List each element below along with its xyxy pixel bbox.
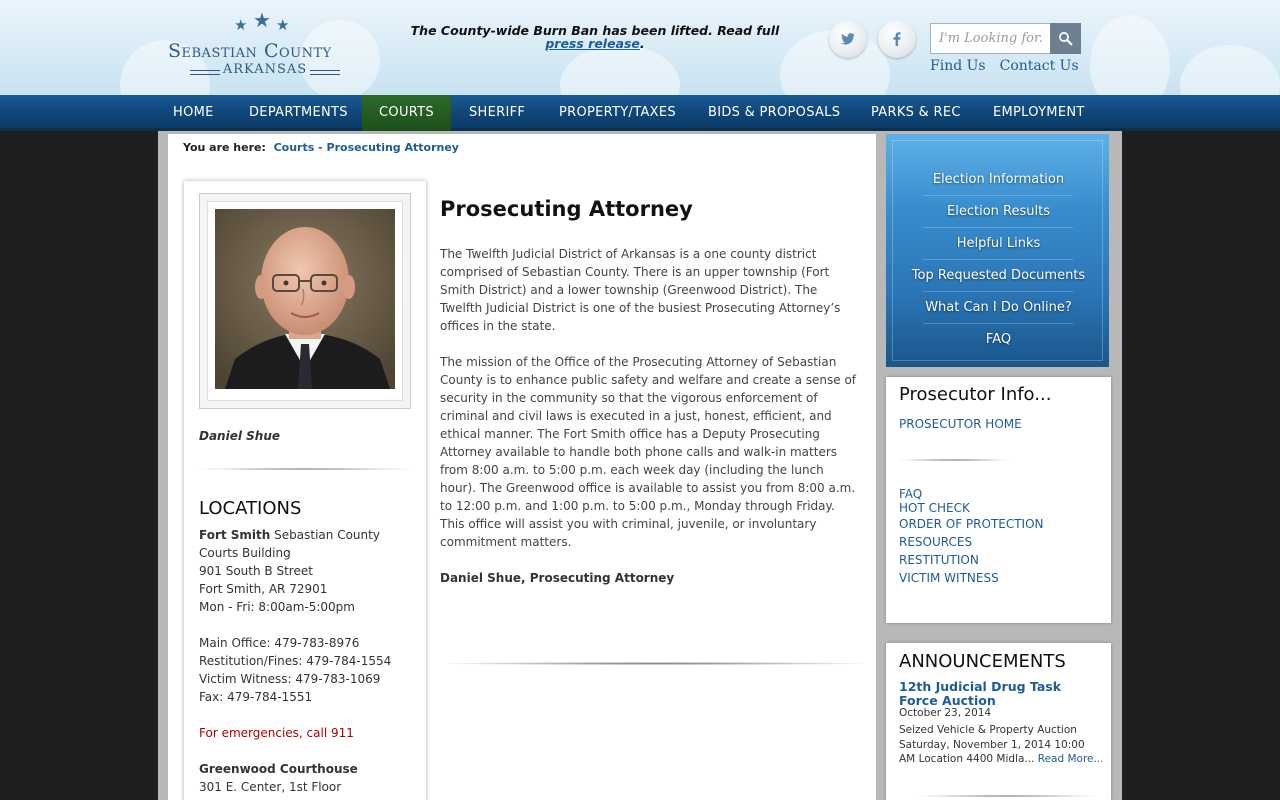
logo-title: Sebastian County (168, 40, 332, 62)
side-link-top-requested-documents[interactable]: Top Requested Documents (911, 268, 1086, 283)
county-logo[interactable] (168, 10, 363, 80)
info-link-restitution[interactable]: RESTITUTION (899, 553, 979, 567)
fort-smith-city: Fort Smith, AR 72901 (199, 582, 328, 596)
facebook-icon[interactable] (878, 20, 916, 58)
burn-ban-alert (390, 24, 800, 50)
announcement-body (899, 723, 1104, 767)
header-tree-decoration (1180, 45, 1280, 95)
nav-departments[interactable]: DEPARTMENTS (249, 105, 348, 120)
info-link-resources[interactable]: RESOURCES (899, 535, 973, 549)
divider (923, 291, 1073, 292)
nav-sheriff[interactable]: SHERIFF (469, 105, 526, 120)
announcement-title[interactable]: 12th Judicial Drug Task Force Auction (899, 679, 1062, 708)
utility-links (930, 58, 1093, 74)
alert-text: The County-wide Burn Ban has been lifted. Read full (410, 23, 780, 38)
divider (899, 459, 1009, 461)
profile-photo (215, 209, 395, 389)
fort-smith-building: Sebastian County Courts Building (199, 528, 380, 560)
greenwood-label: Greenwood Courthouse (199, 762, 358, 776)
side-link-election-information[interactable]: Election Information (932, 172, 1065, 187)
article-paragraph: The Twelfth Judicial District of Arkansas is a one county district comprised of Sebastian County. There is an upper township (Fort Smith District) and a lower township (Greenwood District). The Twelfth Judicial District is one of the busiest Prosecuting Attorney’s offices in the state. (440, 247, 841, 333)
restitution-phone: Restitution/Fines: 479-784-1554 (199, 654, 392, 668)
site-header (0, 0, 1280, 95)
logo-subtitle: ARKANSAS (190, 62, 340, 77)
divider (199, 468, 411, 470)
info-link-victim-witness[interactable]: VICTIM WITNESS (899, 571, 999, 585)
main-office-phone: Main Office: 479-783-8976 (199, 636, 360, 650)
breadcrumb-courts[interactable]: Courts (273, 141, 315, 154)
article-signature: Daniel Shue, Prosecuting Attorney (440, 571, 675, 585)
emergency-notice: For emergencies, call 911 (199, 726, 354, 740)
divider (923, 323, 1073, 324)
main-nav (0, 95, 1280, 131)
read-more-link[interactable]: Read More... (1037, 753, 1104, 765)
side-link-helpful-links[interactable]: Helpful Links (956, 236, 1041, 251)
nav-employment[interactable]: EMPLOYMENT (993, 105, 1085, 120)
info-link-order-of-protection[interactable]: ORDER OF PROTECTION (899, 517, 1044, 531)
twitter-icon[interactable] (829, 20, 867, 58)
nav-parks-rec[interactable]: PARKS & REC (871, 105, 961, 120)
contact-us-link[interactable]: Contact Us (999, 58, 1079, 74)
side-link-election-results[interactable]: Election Results (947, 204, 1050, 219)
info-link-hot-check[interactable]: HOT CHECK (899, 501, 970, 515)
prosecutor-home-link[interactable]: PROSECUTOR HOME (899, 417, 1022, 431)
greenwood-street: 301 E. Center, 1st Floor (199, 780, 342, 794)
fort-smith-hours: Mon - Fri: 8:00am-5:00pm (199, 600, 355, 614)
divider (923, 195, 1073, 196)
main-content (168, 134, 876, 800)
divider (916, 795, 1096, 797)
article-paragraph: The mission of the Office of the Prosecuting Attorney of Sebastian County is to enhance public safety and welfare and create a sense of security in the community so that the vigorous enforcement of criminal and civil laws is executed in a just, honest, efficient, and ethical manner. The Fort Smith office has a Deputy Prosecuting Attorney available to handle both phone calls and walk-in matters from 8:00 a.m. to 5:00 p.m. each week day (including the lunch hour). The Greenwood office is available to assist you from 8:00 a.m. to 12:00 p.m. and 1:00 p.m. to 5:00 p.m., Monday through Friday. This office will assist you with criminal, juvenile, or involuntary commitment matters. (440, 355, 857, 549)
header-tree-decoration (560, 45, 680, 95)
find-us-link[interactable]: Find Us (930, 58, 986, 74)
page-title: Prosecuting Attorney (440, 197, 693, 221)
search-icon (1058, 31, 1073, 46)
announcement-text: Seized Vehicle & Property Auction Saturday, November 1, 2014 10:00 AM Location 4400 Midla... (899, 724, 1085, 765)
info-link-faq[interactable]: FAQ (899, 487, 923, 501)
profile-column (184, 181, 426, 800)
fort-smith-street: 901 South B Street (199, 564, 313, 578)
search-button[interactable] (1050, 23, 1081, 54)
prosecutor-info-box (886, 377, 1111, 623)
nav-courts[interactable]: COURTS (362, 95, 451, 131)
press-release-link[interactable]: press release (545, 36, 640, 51)
prosecutor-info-heading: Prosecutor Info... (899, 384, 1052, 405)
side-link-faq[interactable]: FAQ (985, 332, 1012, 347)
fax-number: Fax: 479-784-1551 (199, 690, 313, 704)
divider (448, 662, 863, 665)
profile-photo-frame (199, 193, 411, 409)
breadcrumb-label: You are here: (183, 141, 266, 154)
nav-property-taxes[interactable]: PROPERTY/TAXES (559, 105, 676, 120)
divider (923, 259, 1073, 260)
locations-section (199, 498, 414, 796)
quick-links-menu (886, 134, 1109, 367)
nav-home[interactable]: HOME (173, 105, 214, 120)
locations-heading: LOCATIONS (199, 498, 302, 519)
breadcrumb-separator: - (318, 141, 323, 154)
announcements-box (886, 643, 1111, 800)
header-tree-decoration (1090, 15, 1170, 95)
star-icon: ★ ★ ★ (234, 8, 290, 34)
breadcrumb-current[interactable]: Prosecuting Attorney (326, 141, 459, 154)
announcements-heading: ANNOUNCEMENTS (899, 651, 1066, 672)
nav-bids-proposals[interactable]: BIDS & PROPOSALS (708, 105, 841, 120)
fort-smith-label: Fort Smith (199, 528, 271, 542)
site-search (930, 23, 1081, 54)
search-input[interactable] (930, 23, 1051, 54)
alert-end: . (639, 36, 645, 51)
victim-witness-phone: Victim Witness: 479-783-1069 (199, 672, 381, 686)
profile-caption: Daniel Shue (199, 429, 281, 443)
divider (923, 227, 1073, 228)
side-link-what-can-i-do-online[interactable]: What Can I Do Online? (925, 300, 1072, 315)
breadcrumb (183, 141, 459, 154)
article (440, 197, 860, 605)
announcement-date: October 23, 2014 (899, 707, 992, 719)
